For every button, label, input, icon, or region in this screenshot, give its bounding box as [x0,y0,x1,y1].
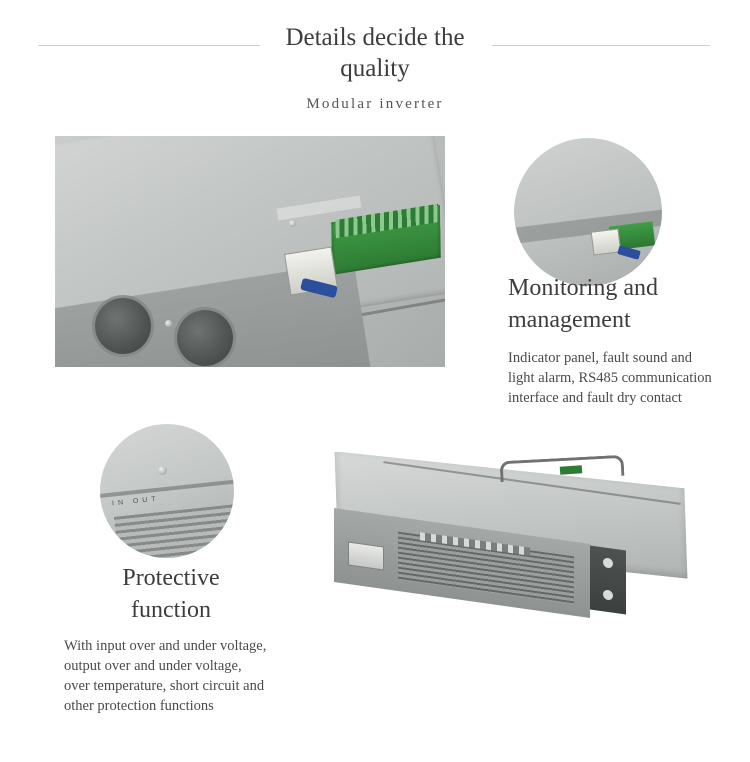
protective-body: With input over and under voltage, output over and under voltage, over temperature, short circuit and other protection functions [64,638,267,714]
green-tab [560,465,583,475]
rack-mount-ear [590,545,626,614]
io-label: IN OUT [111,495,160,508]
chassis-seam [100,477,234,499]
screw-icon-front [165,320,172,327]
page-header [0,22,750,84]
vent-grille [114,503,234,558]
header-divider-left [38,45,260,46]
protective-heading: Protective function [122,565,220,623]
monitoring-body: Indicator panel, fault sound and light alarm, RS485 communication interface and fault dry contact [508,350,712,406]
header-divider-right [492,45,710,46]
mount-hole-top [603,557,613,568]
page-subtitle: Modular inverter [306,96,444,112]
mount-hole-bottom [603,589,613,600]
product-photo-protective-closeup [100,424,234,558]
product-photo-rack-chassis [324,452,702,634]
product-photo-connector-block [55,136,445,367]
display-panel [348,541,384,570]
monitoring-heading: Monitoring and management [508,275,658,333]
screw-icon [158,466,167,475]
screw-icon-top [289,220,296,227]
product-photo-monitoring-closeup [514,138,662,286]
page-title: Details decide the quality [285,24,465,82]
